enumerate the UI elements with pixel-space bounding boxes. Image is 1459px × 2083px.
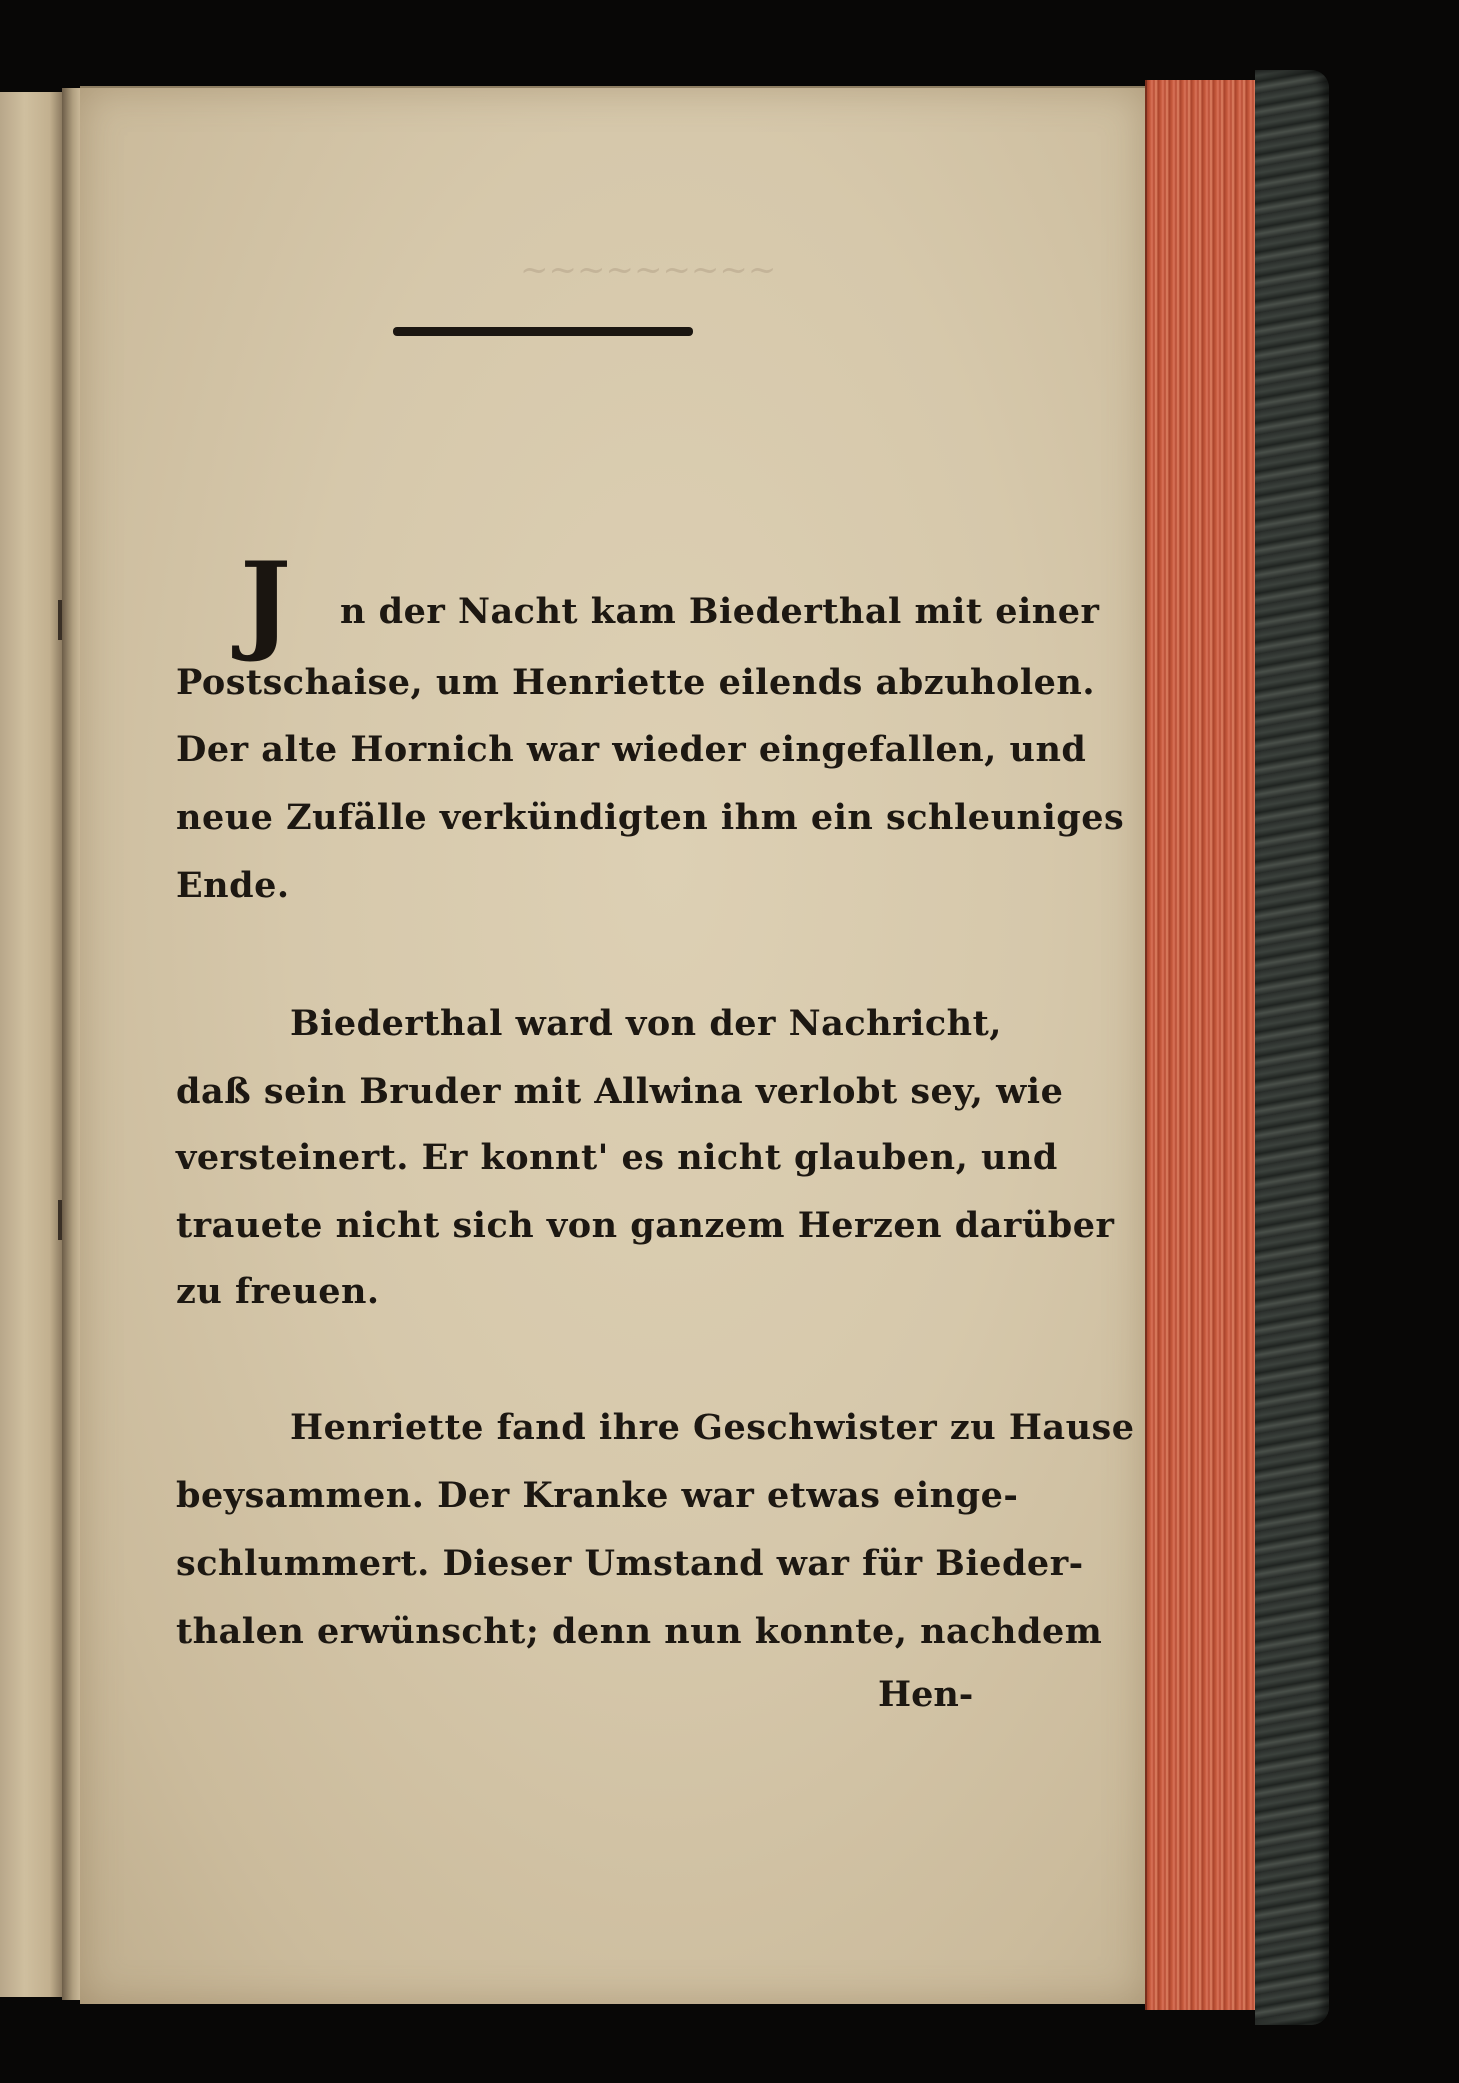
binding-thread: [58, 600, 62, 640]
text-line: schlummert. Dieser Umstand war für Bieder-: [176, 1543, 1084, 1584]
text-line: daß sein Bruder mit Allwina verlobt sey, wie: [176, 1071, 1064, 1112]
drop-initial: J: [240, 539, 292, 665]
text-line: Der alte Hornich war wieder eingefallen, und: [176, 729, 1087, 770]
page-edges-red: [1145, 80, 1257, 2010]
text-line: neue Zufälle verkündigten ihm ein schleuniges: [176, 797, 1125, 838]
ornamental-rule: [393, 327, 693, 336]
book-cover: [1255, 70, 1329, 2025]
text-line: zu freuen.: [176, 1271, 380, 1312]
text-line: Biederthal ward von der Nachricht,: [290, 1003, 1002, 1044]
book-gutter: [62, 88, 80, 2000]
binding-thread: [58, 1200, 62, 1240]
text-line: Postschaise, um Henriette eilends abzuholen.: [176, 662, 1096, 703]
text-line: beysammen. Der Kranke war etwas einge-: [176, 1475, 1019, 1516]
show-through: ~~~~~~~~~: [520, 250, 777, 290]
text-line: thalen erwünscht; denn nun konnte, nachdem: [176, 1611, 1103, 1652]
facing-page-edge: [0, 92, 64, 1997]
text-line: Henriette fand ihre Geschwister zu Hause: [290, 1407, 1135, 1448]
text-line: trauete nicht sich von ganzem Herzen darüber: [176, 1205, 1115, 1246]
catchword: Hen-: [878, 1674, 974, 1715]
text-line: Ende.: [176, 865, 290, 906]
text-line: n der Nacht kam Biederthal mit einer: [340, 591, 1100, 632]
text-line: versteinert. Er konnt' es nicht glauben, und: [176, 1137, 1058, 1178]
